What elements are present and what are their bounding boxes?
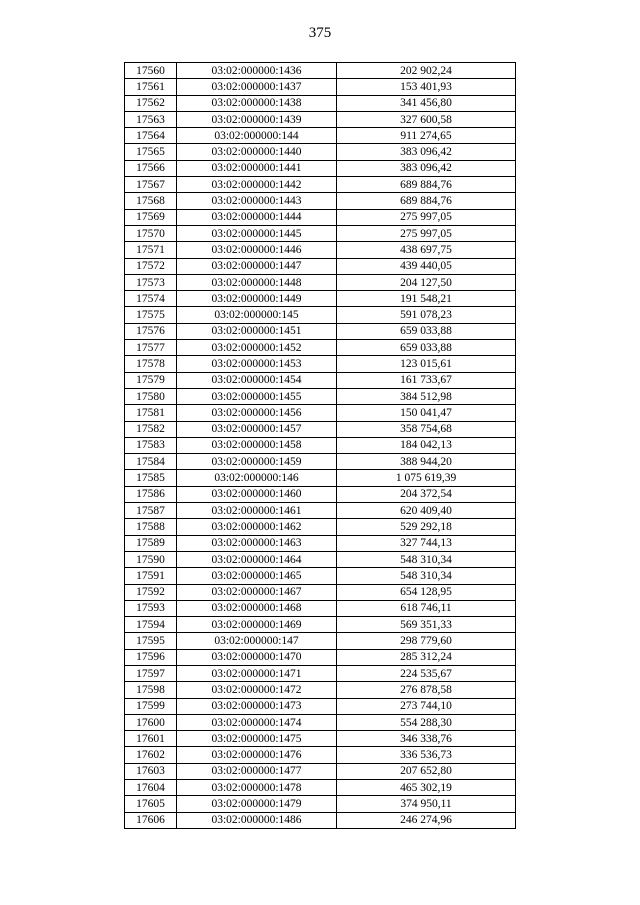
cadastral-number-cell: 03:02:000000:1442: [177, 177, 337, 193]
row-number-cell: 17567: [125, 177, 177, 193]
cadastral-value-cell: 298 779,60: [337, 633, 516, 649]
cadastral-number-cell: 03:02:000000:1445: [177, 225, 337, 241]
cadastral-value-cell: 184 042,13: [337, 437, 516, 453]
table-row: [125, 535, 516, 551]
row-number-cell: 17576: [125, 323, 177, 339]
cadastral-number-cell: 03:02:000000:1486: [177, 812, 337, 828]
row-number-cell: 17568: [125, 193, 177, 209]
row-number-cell: 17589: [125, 535, 177, 551]
table-row: [125, 307, 516, 323]
row-number-cell: 17604: [125, 780, 177, 796]
row-number-cell: 17594: [125, 617, 177, 633]
cadastral-value-cell: 202 902,24: [337, 63, 516, 79]
row-number-cell: 17590: [125, 551, 177, 567]
cadastral-number-cell: 03:02:000000:1453: [177, 356, 337, 372]
row-number-cell: 17592: [125, 584, 177, 600]
row-number-cell: 17560: [125, 63, 177, 79]
cadastral-number-cell: 03:02:000000:1441: [177, 160, 337, 176]
cadastral-number-cell: 03:02:000000:1455: [177, 388, 337, 404]
cadastral-value-cell: 207 652,80: [337, 763, 516, 779]
table-row: [125, 454, 516, 470]
row-number-cell: 17583: [125, 437, 177, 453]
row-number-cell: 17602: [125, 747, 177, 763]
cadastral-number-cell: 03:02:000000:1451: [177, 323, 337, 339]
table-row: [125, 242, 516, 258]
cadastral-number-cell: 03:02:000000:1468: [177, 600, 337, 616]
table-row: [125, 258, 516, 274]
row-number-cell: 17575: [125, 307, 177, 323]
table-row: [125, 356, 516, 372]
cadastral-number-cell: 03:02:000000:1470: [177, 649, 337, 665]
table-row: [125, 568, 516, 584]
cadastral-value-cell: 123 015,61: [337, 356, 516, 372]
table-row: [125, 323, 516, 339]
cadastral-value-cell: 273 744,10: [337, 698, 516, 714]
cadastral-number-cell: 03:02:000000:1477: [177, 763, 337, 779]
row-number-cell: 17573: [125, 274, 177, 290]
row-number-cell: 17588: [125, 519, 177, 535]
table-row: [125, 209, 516, 225]
table-row: [125, 111, 516, 127]
cadastral-value-cell: 275 997,05: [337, 225, 516, 241]
row-number-cell: 17601: [125, 731, 177, 747]
cadastral-number-cell: 03:02:000000:1437: [177, 79, 337, 95]
table-row: [125, 225, 516, 241]
cadastral-value-cell: 285 312,24: [337, 649, 516, 665]
row-number-cell: 17582: [125, 421, 177, 437]
cadastral-value-cell: 327 600,58: [337, 111, 516, 127]
cadastral-number-cell: 03:02:000000:1469: [177, 617, 337, 633]
table-row: [125, 649, 516, 665]
row-number-cell: 17598: [125, 682, 177, 698]
cadastral-value-cell: 689 884,76: [337, 177, 516, 193]
table-row: [125, 274, 516, 290]
cadastral-number-cell: 03:02:000000:1464: [177, 551, 337, 567]
cadastral-value-cell: 346 338,76: [337, 731, 516, 747]
row-number-cell: 17566: [125, 160, 177, 176]
table-row: [125, 437, 516, 453]
cadastral-value-cell: 438 697,75: [337, 242, 516, 258]
table-row: [125, 551, 516, 567]
cadastral-number-cell: 03:02:000000:1439: [177, 111, 337, 127]
cadastral-value-cell: 591 078,23: [337, 307, 516, 323]
table-row: [125, 747, 516, 763]
cadastral-value-cell: 341 456,80: [337, 95, 516, 111]
table-row: [125, 617, 516, 633]
table-row: [125, 796, 516, 812]
cadastral-number-cell: 03:02:000000:1472: [177, 682, 337, 698]
table-row: [125, 144, 516, 160]
cadastral-value-cell: 327 744,13: [337, 535, 516, 551]
cadastral-value-cell: 383 096,42: [337, 160, 516, 176]
cadastral-number-cell: 03:02:000000:144: [177, 128, 337, 144]
cadastral-number-cell: 03:02:000000:146: [177, 470, 337, 486]
table-row: [125, 291, 516, 307]
table-row: [125, 470, 516, 486]
row-number-cell: 17603: [125, 763, 177, 779]
table-row: [125, 421, 516, 437]
cadastral-number-cell: 03:02:000000:1467: [177, 584, 337, 600]
cadastral-number-cell: 03:02:000000:1461: [177, 503, 337, 519]
row-number-cell: 17584: [125, 454, 177, 470]
cadastral-number-cell: 03:02:000000:1475: [177, 731, 337, 747]
cadastral-value-cell: 383 096,42: [337, 144, 516, 160]
cadastral-number-cell: 03:02:000000:1440: [177, 144, 337, 160]
cadastral-value-cell: 358 754,68: [337, 421, 516, 437]
row-number-cell: 17606: [125, 812, 177, 828]
table-row: [125, 665, 516, 681]
row-number-cell: 17578: [125, 356, 177, 372]
row-number-cell: 17579: [125, 372, 177, 388]
row-number-cell: 17600: [125, 714, 177, 730]
table-row: [125, 160, 516, 176]
row-number-cell: 17581: [125, 405, 177, 421]
cadastral-number-cell: 03:02:000000:1478: [177, 780, 337, 796]
table-row: [125, 633, 516, 649]
table-row: [125, 682, 516, 698]
row-number-cell: 17571: [125, 242, 177, 258]
cadastral-value-cell: 620 409,40: [337, 503, 516, 519]
cadastral-value-cell: 153 401,93: [337, 79, 516, 95]
table-row: [125, 731, 516, 747]
cadastral-number-cell: 03:02:000000:1457: [177, 421, 337, 437]
cadastral-number-cell: 03:02:000000:145: [177, 307, 337, 323]
row-number-cell: 17585: [125, 470, 177, 486]
cadastral-value-cell: 1 075 619,39: [337, 470, 516, 486]
cadastral-number-cell: 03:02:000000:1479: [177, 796, 337, 812]
cadastral-number-cell: 03:02:000000:1444: [177, 209, 337, 225]
row-number-cell: 17574: [125, 291, 177, 307]
row-number-cell: 17562: [125, 95, 177, 111]
cadastral-number-cell: 03:02:000000:1476: [177, 747, 337, 763]
row-number-cell: 17564: [125, 128, 177, 144]
cadastral-number-cell: 03:02:000000:1471: [177, 665, 337, 681]
cadastral-value-cell: 374 950,11: [337, 796, 516, 812]
row-number-cell: 17591: [125, 568, 177, 584]
cadastral-number-cell: 03:02:000000:1438: [177, 95, 337, 111]
table-row: [125, 780, 516, 796]
cadastral-number-cell: 03:02:000000:1454: [177, 372, 337, 388]
cadastral-value-cell: 548 310,34: [337, 551, 516, 567]
cadastral-number-cell: 03:02:000000:1462: [177, 519, 337, 535]
cadastral-value-cell: 191 548,21: [337, 291, 516, 307]
cadastral-value-cell: 439 440,05: [337, 258, 516, 274]
cadastral-value-cell: 388 944,20: [337, 454, 516, 470]
cadastral-value-cell: 204 127,50: [337, 274, 516, 290]
table-row: [125, 405, 516, 421]
row-number-cell: 17569: [125, 209, 177, 225]
row-number-cell: 17596: [125, 649, 177, 665]
table-row: [125, 519, 516, 535]
table-row: [125, 388, 516, 404]
table-row: [125, 812, 516, 828]
cadastral-value-cell: 689 884,76: [337, 193, 516, 209]
row-number-cell: 17563: [125, 111, 177, 127]
row-number-cell: 17595: [125, 633, 177, 649]
row-number-cell: 17605: [125, 796, 177, 812]
cadastral-value-cell: 150 041,47: [337, 405, 516, 421]
cadastral-value-cell: 554 288,30: [337, 714, 516, 730]
cadastral-number-cell: 03:02:000000:1473: [177, 698, 337, 714]
cadastral-number-cell: 03:02:000000:1449: [177, 291, 337, 307]
cadastral-value-cell: 618 746,11: [337, 600, 516, 616]
table-row: [125, 340, 516, 356]
table-row: [125, 95, 516, 111]
cadastral-number-cell: 03:02:000000:1460: [177, 486, 337, 502]
cadastral-number-cell: 03:02:000000:1456: [177, 405, 337, 421]
cadastral-number-cell: 03:02:000000:1465: [177, 568, 337, 584]
table-row: [125, 503, 516, 519]
table-row: [125, 63, 516, 79]
table-row: [125, 193, 516, 209]
cadastral-value-cell: 246 274,96: [337, 812, 516, 828]
cadastral-value-table: [124, 62, 516, 829]
cadastral-value-cell: 654 128,95: [337, 584, 516, 600]
row-number-cell: 17587: [125, 503, 177, 519]
row-number-cell: 17570: [125, 225, 177, 241]
cadastral-number-cell: 03:02:000000:1463: [177, 535, 337, 551]
page-number: 375: [308, 25, 332, 41]
row-number-cell: 17577: [125, 340, 177, 356]
cadastral-value-cell: 659 033,88: [337, 340, 516, 356]
table-row: [125, 486, 516, 502]
cadastral-value-cell: 276 878,58: [337, 682, 516, 698]
table-row: [125, 584, 516, 600]
table-row: [125, 177, 516, 193]
cadastral-number-cell: 03:02:000000:1448: [177, 274, 337, 290]
cadastral-value-cell: 204 372,54: [337, 486, 516, 502]
cadastral-value-cell: 569 351,33: [337, 617, 516, 633]
cadastral-number-cell: 03:02:000000:1447: [177, 258, 337, 274]
cadastral-value-cell: 465 302,19: [337, 780, 516, 796]
table-row: [125, 714, 516, 730]
cadastral-value-cell: 911 274,65: [337, 128, 516, 144]
cadastral-number-cell: 03:02:000000:1446: [177, 242, 337, 258]
row-number-cell: 17580: [125, 388, 177, 404]
cadastral-value-cell: 548 310,34: [337, 568, 516, 584]
table-row: [125, 79, 516, 95]
cadastral-value-cell: 384 512,98: [337, 388, 516, 404]
table-row: [125, 600, 516, 616]
row-number-cell: 17593: [125, 600, 177, 616]
row-number-cell: 17565: [125, 144, 177, 160]
cadastral-number-cell: 03:02:000000:1459: [177, 454, 337, 470]
cadastral-value-cell: 161 733,67: [337, 372, 516, 388]
cadastral-number-cell: 03:02:000000:1443: [177, 193, 337, 209]
row-number-cell: 17561: [125, 79, 177, 95]
cadastral-value-cell: 224 535,67: [337, 665, 516, 681]
cadastral-value-cell: 529 292,18: [337, 519, 516, 535]
cadastral-number-cell: 03:02:000000:1474: [177, 714, 337, 730]
cadastral-number-cell: 03:02:000000:1436: [177, 63, 337, 79]
row-number-cell: 17572: [125, 258, 177, 274]
table-body: [125, 63, 516, 829]
cadastral-number-cell: 03:02:000000:1452: [177, 340, 337, 356]
table-row: [125, 128, 516, 144]
row-number-cell: 17586: [125, 486, 177, 502]
table-row: [125, 763, 516, 779]
cadastral-number-cell: 03:02:000000:1458: [177, 437, 337, 453]
cadastral-value-cell: 275 997,05: [337, 209, 516, 225]
row-number-cell: 17599: [125, 698, 177, 714]
cadastral-value-cell: 336 536,73: [337, 747, 516, 763]
cadastral-value-cell: 659 033,88: [337, 323, 516, 339]
row-number-cell: 17597: [125, 665, 177, 681]
table-row: [125, 372, 516, 388]
cadastral-number-cell: 03:02:000000:147: [177, 633, 337, 649]
table-row: [125, 698, 516, 714]
